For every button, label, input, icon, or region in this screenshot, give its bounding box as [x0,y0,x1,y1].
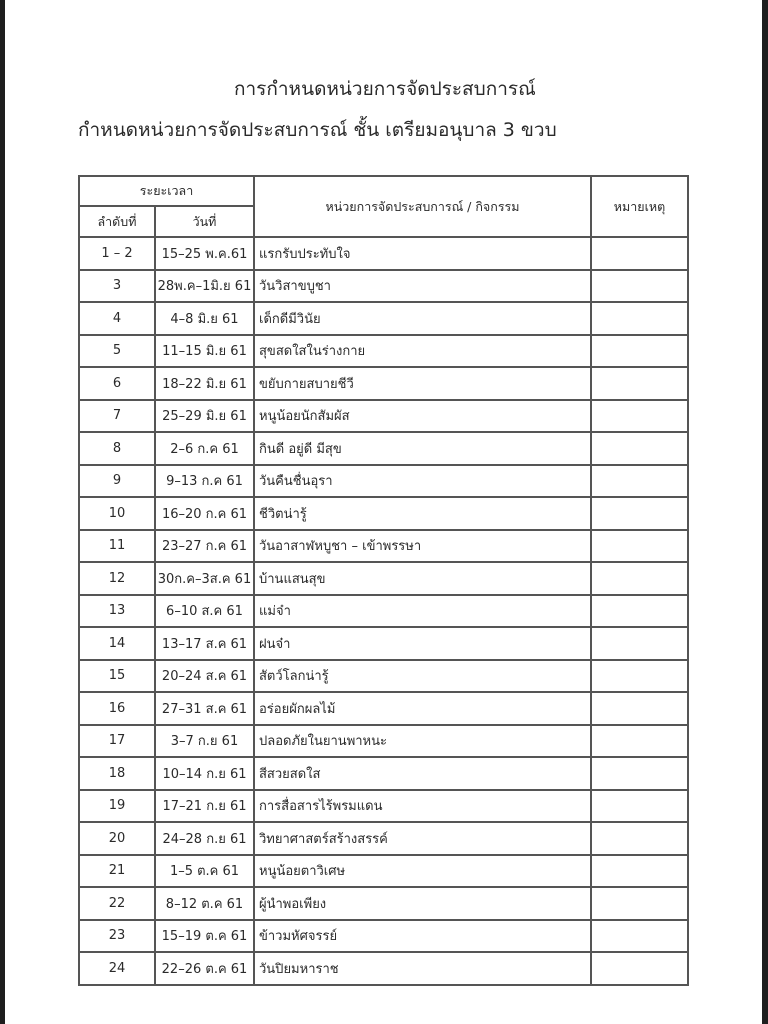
table-body [79,237,688,985]
header-row-top [79,176,688,206]
row-unit-cell: อร่อยผักผลไม้ [254,692,591,725]
row-order-cell: 5 [79,335,155,368]
row-unit-cell: สัตว์โลกน่ารู้ [254,660,591,693]
header-remark: หมายเหตุ [591,176,688,237]
row-order-cell: 9 [79,465,155,498]
table-row [79,595,688,628]
row-remark-cell [591,757,688,790]
row-unit-cell: ผู้นำพอเพียง [254,887,591,920]
row-remark-cell [591,920,688,953]
row-remark-cell [591,237,688,270]
table-row [79,887,688,920]
row-date-cell: 9–13 ก.ค 61 [155,465,254,498]
row-unit-cell: สีสวยสดใส [254,757,591,790]
row-remark-cell [591,270,688,303]
row-unit-cell: วันวิสาขบูชา [254,270,591,303]
table-row [79,562,688,595]
header-unit: หน่วยการจัดประสบการณ์ / กิจกรรม [254,176,591,237]
table-row [79,270,688,303]
table-row [79,920,688,953]
row-remark-cell [591,952,688,985]
table-row [79,627,688,660]
document-title: การกำหนดหน่วยการจัดประสบการณ์ [234,78,536,100]
row-remark-cell [591,367,688,400]
row-order-cell: 14 [79,627,155,660]
row-unit-cell: แม่จ๋า [254,595,591,628]
header-order: ลำดับที่ [79,206,155,237]
row-remark-cell [591,335,688,368]
row-unit-cell: การสื่อสารไร้พรมแดน [254,790,591,823]
row-unit-cell: บ้านแสนสุข [254,562,591,595]
row-order-cell: 20 [79,822,155,855]
row-date-cell: 18–22 มิ.ย 61 [155,367,254,400]
row-order-cell: 21 [79,855,155,888]
row-date-cell: 28พ.ค–1มิ.ย 61 [155,270,254,303]
row-remark-cell [591,725,688,758]
row-unit-cell: หนูน้อยนักสัมผัส [254,400,591,433]
row-order-cell: 19 [79,790,155,823]
row-date-cell: 3–7 ก.ย 61 [155,725,254,758]
row-unit-cell: เด็กดีมีวินัย [254,302,591,335]
row-remark-cell [591,692,688,725]
table-row [79,237,688,270]
row-date-cell: 10–14 ก.ย 61 [155,757,254,790]
row-order-cell: 17 [79,725,155,758]
row-unit-cell: สุขสดใสในร่างกาย [254,335,591,368]
row-order-cell: 11 [79,530,155,563]
table-row [79,855,688,888]
table-row [79,432,688,465]
row-date-cell: 13–17 ส.ค 61 [155,627,254,660]
row-date-cell: 11–15 มิ.ย 61 [155,335,254,368]
table-row [79,530,688,563]
table-row [79,367,688,400]
row-remark-cell [591,497,688,530]
row-unit-cell: ข้าวมหัศจรรย์ [254,920,591,953]
row-remark-cell [591,660,688,693]
left-frame-edge [0,0,5,1024]
table-row [79,335,688,368]
row-unit-cell: ฝนจ๋า [254,627,591,660]
row-unit-cell: วันปิยมหาราช [254,952,591,985]
row-date-cell: 16–20 ก.ค 61 [155,497,254,530]
row-unit-cell: แรกรับประทับใจ [254,237,591,270]
row-order-cell: 18 [79,757,155,790]
table-row [79,497,688,530]
row-date-cell: 20–24 ส.ค 61 [155,660,254,693]
row-order-cell: 4 [79,302,155,335]
row-date-cell: 22–26 ต.ค 61 [155,952,254,985]
row-unit-cell: กินดี อยู่ดี มีสุข [254,432,591,465]
row-order-cell: 12 [79,562,155,595]
row-order-cell: 8 [79,432,155,465]
header-period: ระยะเวลา [79,176,254,206]
row-order-cell: 22 [79,887,155,920]
row-date-cell: 24–28 ก.ย 61 [155,822,254,855]
row-remark-cell [591,887,688,920]
row-unit-cell: ขยับกายสบายชีวี [254,367,591,400]
experience-unit-table [78,175,689,986]
row-unit-cell: วันอาสาฬหบูชา – เข้าพรรษา [254,530,591,563]
table-row [79,790,688,823]
table-row [79,465,688,498]
table-row [79,757,688,790]
row-date-cell: 30ก.ค–3ส.ค 61 [155,562,254,595]
row-remark-cell [591,855,688,888]
row-order-cell: 10 [79,497,155,530]
row-remark-cell [591,530,688,563]
row-remark-cell [591,562,688,595]
table-row [79,692,688,725]
row-order-cell: 6 [79,367,155,400]
row-remark-cell [591,595,688,628]
row-date-cell: 15–25 พ.ค.61 [155,237,254,270]
row-order-cell: 13 [79,595,155,628]
table-row [79,302,688,335]
table-row [79,822,688,855]
row-unit-cell: วิทยาศาสตร์สร้างสรรค์ [254,822,591,855]
row-unit-cell: วันคืนชื่นอุรา [254,465,591,498]
row-remark-cell [591,432,688,465]
table-row [79,725,688,758]
row-remark-cell [591,627,688,660]
row-order-cell: 24 [79,952,155,985]
row-remark-cell [591,302,688,335]
row-date-cell: 4–8 มิ.ย 61 [155,302,254,335]
row-order-cell: 15 [79,660,155,693]
row-order-cell: 3 [79,270,155,303]
row-order-cell: 7 [79,400,155,433]
row-date-cell: 17–21 ก.ย 61 [155,790,254,823]
row-unit-cell: ปลอดภัยในยานพาหนะ [254,725,591,758]
row-date-cell: 15–19 ต.ค 61 [155,920,254,953]
table-row [79,952,688,985]
table-row [79,660,688,693]
row-date-cell: 6–10 ส.ค 61 [155,595,254,628]
row-remark-cell [591,465,688,498]
row-unit-cell: หนูน้อยตาวิเศษ [254,855,591,888]
row-date-cell: 2–6 ก.ค 61 [155,432,254,465]
row-order-cell: 23 [79,920,155,953]
table-row [79,400,688,433]
row-order-cell: 1 – 2 [79,237,155,270]
document-subtitle: กำหนดหน่วยการจัดประสบการณ์ ชั้น เตรียมอนุบาล 3 ขวบ [78,119,557,141]
header-date: วันที่ [155,206,254,237]
row-date-cell: 27–31 ส.ค 61 [155,692,254,725]
row-remark-cell [591,790,688,823]
row-date-cell: 8–12 ต.ค 61 [155,887,254,920]
row-date-cell: 1–5 ต.ค 61 [155,855,254,888]
row-remark-cell [591,400,688,433]
row-date-cell: 25–29 มิ.ย 61 [155,400,254,433]
row-order-cell: 16 [79,692,155,725]
row-unit-cell: ชีวิตน่ารู้ [254,497,591,530]
row-date-cell: 23–27 ก.ค 61 [155,530,254,563]
row-remark-cell [591,822,688,855]
right-frame-edge [762,0,768,1024]
